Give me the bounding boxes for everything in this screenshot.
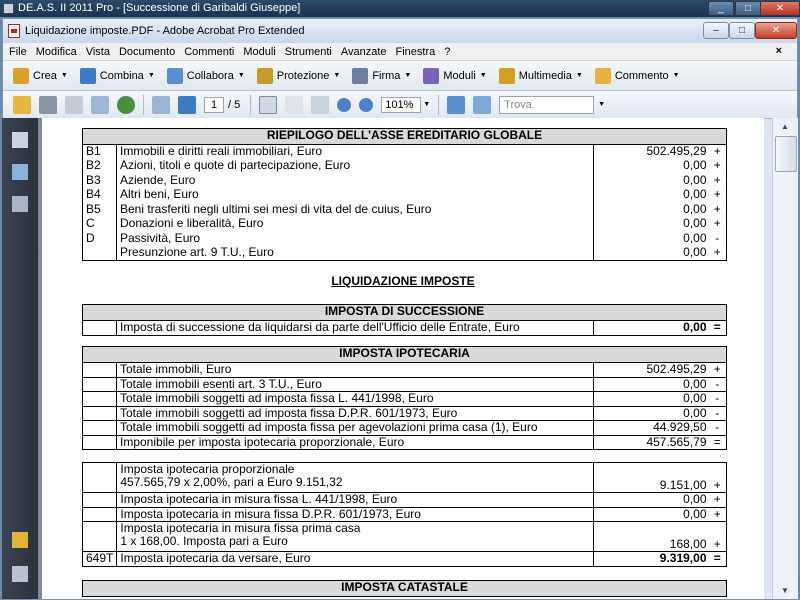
row-code: B2 (83, 159, 117, 174)
multimedia-button[interactable]: Multimedia ▼ (499, 68, 583, 84)
print-icon[interactable] (39, 96, 57, 114)
row-sign: + (709, 217, 727, 232)
row-sign: = (709, 435, 727, 450)
row-sign: - (709, 377, 727, 392)
combine-icon (80, 68, 96, 84)
row-value: 0,00 (594, 507, 709, 522)
row-code: B3 (83, 174, 117, 189)
menu-moduli[interactable]: Moduli (243, 45, 276, 58)
app-icon (3, 3, 14, 14)
row-value: 502.495,29 (594, 363, 709, 378)
row-desc: Totale immobili soggetti ad imposta fissa D.P.R. 601/1973, Euro (117, 406, 594, 421)
row-desc: Totale immobili soggetti ad imposta fissa L. 441/1998, Euro (117, 392, 594, 407)
row-sign: - (709, 232, 727, 247)
chevron-down-icon[interactable]: ▼ (423, 101, 431, 108)
firma-button[interactable]: Firma ▼ (352, 68, 411, 84)
row-value: 502.495,29 (594, 145, 709, 160)
successione-header: IMPOSTA DI SUCCESSIONE (83, 305, 727, 321)
row-sign: + (709, 507, 727, 522)
row-value: 0,00 (594, 188, 709, 203)
ipotecaria-table (82, 346, 727, 450)
next-page-icon[interactable] (178, 96, 196, 114)
row-value: 0,00 (594, 406, 709, 421)
catastale-table (82, 580, 727, 597)
menu-help[interactable]: ? (444, 45, 451, 58)
document-view (38, 118, 764, 599)
row-sign: + (709, 203, 727, 218)
row-sign: + (709, 493, 727, 508)
row-code (83, 406, 117, 421)
menu-modifica[interactable]: Modifica (35, 45, 77, 58)
row-code: B5 (83, 203, 117, 218)
chevron-down-icon: ▼ (333, 72, 341, 79)
full-screen-icon[interactable] (473, 96, 491, 114)
row-sign: - (709, 392, 727, 407)
row-code (83, 421, 117, 436)
row-desc: Imposta ipotecaria in misura fissa L. 441/1998, Euro (117, 493, 594, 508)
row-desc: Imposta ipotecaria in misura fissa D.P.R. 601/1973, Euro (117, 507, 594, 522)
row-code: D (83, 232, 117, 247)
row-value: 9.151,00 (594, 463, 709, 493)
liquidazione-title: LIQUIDAZIONE IMPOSTE (331, 274, 475, 288)
commento-button[interactable]: Commento ▼ (595, 68, 680, 84)
menu-commenti[interactable]: Commenti (184, 45, 235, 58)
row-sign: + (709, 174, 727, 189)
menu-file[interactable]: File (9, 45, 27, 58)
row-value: 0,00 (594, 203, 709, 218)
row-code (83, 522, 117, 552)
row-code (83, 463, 117, 493)
chevron-down-icon: ▼ (672, 72, 680, 79)
row-desc: Imposta ipotecaria da versare, Euro (117, 552, 594, 567)
row-desc: Donazioni e liberalità, Euro (117, 217, 594, 232)
close-button[interactable]: ✕ (755, 22, 797, 39)
hand-tool-icon[interactable] (285, 96, 303, 114)
row-code (83, 392, 117, 407)
row-code (83, 246, 117, 261)
select-cursor-icon[interactable] (259, 96, 277, 114)
riepilogo-table (82, 128, 727, 261)
chevron-down-icon: ▼ (147, 72, 155, 79)
menu-bar (3, 43, 797, 61)
zoom-tool-icon[interactable] (311, 96, 329, 114)
row-desc: Totale immobili soggetti ad imposta fissa per agevolazioni prima casa (1), Euro (117, 421, 594, 436)
maximize-button[interactable]: □ (729, 22, 755, 39)
row-code (83, 321, 117, 336)
row-code (83, 493, 117, 508)
navigation-toolbar (3, 91, 797, 119)
save-icon[interactable] (65, 96, 83, 114)
riepilogo-header: RIEPILOGO DELL'ASSE EREDITARIO GLOBALE (83, 129, 727, 145)
pdf-file-icon (8, 24, 20, 38)
scroll-up-icon[interactable]: ▲ (781, 122, 789, 131)
row-desc: Immobili e diritti reali immobiliari, Euro (117, 145, 594, 160)
chevron-down-icon: ▼ (575, 72, 583, 79)
toolbar-separator (438, 95, 439, 115)
row-desc: Imponibile per imposta ipotecaria proporzionale, Euro (117, 435, 594, 450)
page-number-input[interactable]: 1 (204, 97, 224, 113)
row-desc: Imposta ipotecaria in misura fissa prima casa (120, 521, 361, 535)
zoom-in-icon[interactable] (359, 98, 373, 112)
moduli-button[interactable]: Moduli ▼ (423, 68, 486, 84)
row-code: B4 (83, 188, 117, 203)
row-value: 0,00 (594, 392, 709, 407)
row-value: 0,00 (594, 246, 709, 261)
chevron-down-icon: ▼ (404, 72, 412, 79)
email-icon[interactable] (91, 96, 109, 114)
menu-avanzate[interactable]: Avanzate (340, 45, 387, 58)
chevron-down-icon: ▼ (237, 72, 245, 79)
row-value: 9.319,00 (594, 552, 709, 567)
forms-icon (423, 68, 439, 84)
zoom-level-input[interactable]: 101% (381, 97, 421, 113)
row-sign: - (709, 406, 727, 421)
row-code (83, 363, 117, 378)
zoom-out-icon[interactable] (337, 98, 351, 112)
menu-documento[interactable]: Documento (118, 45, 176, 58)
chevron-down-icon[interactable]: ▼ (598, 101, 606, 108)
row-sign: + (709, 145, 727, 160)
outer-maximize-button[interactable]: □ (735, 1, 761, 16)
outer-minimize-button[interactable]: _ (708, 1, 734, 16)
collabora-button[interactable]: Collabora ▼ (167, 68, 245, 84)
ipotecaria-header: IMPOSTA IPOTECARIA (83, 347, 727, 363)
row-desc: Imposta ipotecaria proporzionale (120, 462, 295, 476)
row-value: 44.929,50 (594, 421, 709, 436)
share-icon[interactable] (117, 96, 135, 114)
row-sign: = (709, 552, 727, 567)
lock-icon (257, 68, 273, 84)
minimize-button[interactable]: – (703, 22, 729, 39)
row-sign: + (709, 522, 727, 552)
row-desc: Aziende, Euro (117, 174, 594, 189)
multimedia-icon (499, 68, 515, 84)
acrobat-titlebar (3, 19, 797, 43)
chevron-down-icon: ▼ (479, 72, 487, 79)
comments-panel-icon[interactable] (12, 532, 28, 548)
row-value: 0,00 (594, 159, 709, 174)
fit-page-icon[interactable] (447, 96, 465, 114)
menu-strumenti[interactable]: Strumenti (284, 45, 332, 58)
row-value: 168,00 (594, 522, 709, 552)
row-code (83, 507, 117, 522)
row-sign: + (709, 159, 727, 174)
row-desc: Altri beni, Euro (117, 188, 594, 203)
row-value: 0,00 (594, 232, 709, 247)
row-code (83, 377, 117, 392)
navigation-panel (2, 118, 38, 599)
acrobat-window-title: Liquidazione imposte.PDF - Adobe Acrobat Pro Extended (25, 25, 305, 37)
crea-button[interactable]: Crea ▼ (13, 68, 68, 84)
row-value: 457.565,79 (594, 435, 709, 450)
scrollbar-thumb[interactable] (775, 136, 797, 172)
tasks-toolbar (3, 61, 797, 91)
row-sign: + (709, 363, 727, 378)
row-sign: + (709, 463, 727, 493)
row-sign: + (709, 188, 727, 203)
previous-page-icon[interactable] (152, 96, 170, 114)
row-desc: Imposta di successione da liquidarsi da parte dell'Ufficio delle Entrate, Euro (117, 321, 594, 336)
menu-finestra[interactable]: Finestra (395, 45, 436, 58)
row-desc-detail: 457.565,79 x 2,00%, pari a Euro 9.151,32 (120, 475, 343, 489)
find-input[interactable]: Trova (499, 96, 594, 114)
chevron-down-icon: ▼ (60, 72, 68, 79)
row-value: 0,00 (594, 377, 709, 392)
row-desc: Beni trasferiti negli ultimi sei mesi di vita del de cuius, Euro (117, 203, 594, 218)
row-value: 0,00 (594, 321, 709, 336)
outer-window-title: DE.A.S. II 2011 Pro - [Successione di Garibaldi Giuseppe] (18, 2, 301, 14)
outer-close-button[interactable]: ✕ (760, 1, 800, 16)
page-total-label: / 5 (228, 98, 241, 111)
row-code: 649T (83, 552, 117, 567)
row-desc: Totale immobili esenti art. 3 T.U., Euro (117, 377, 594, 392)
row-value: 0,00 (594, 217, 709, 232)
row-code (83, 435, 117, 450)
document-close-icon[interactable]: × (775, 45, 782, 57)
row-code: B1 (83, 145, 117, 160)
calcolo-ipotecaria-table (82, 462, 727, 567)
vertical-scrollbar[interactable] (772, 118, 798, 599)
row-value: 0,00 (594, 493, 709, 508)
row-value: 0,00 (594, 174, 709, 189)
protezione-button[interactable]: Protezione ▼ (257, 68, 341, 84)
catastale-header: IMPOSTA CATASTALE (83, 581, 727, 597)
bookmarks-icon[interactable] (12, 164, 28, 180)
signatures-icon[interactable] (12, 196, 28, 212)
attachment-icon[interactable] (12, 566, 28, 582)
row-desc: Passività, Euro (117, 232, 594, 247)
comment-icon (595, 68, 611, 84)
outer-window-titlebar (0, 0, 800, 17)
open-folder-icon[interactable] (13, 96, 31, 114)
successione-table (82, 304, 727, 336)
pdf-page (42, 118, 764, 599)
menu-vista[interactable]: Vista (85, 45, 110, 58)
toolbar-separator (250, 95, 251, 115)
row-sign: = (709, 321, 727, 336)
row-desc: Totale immobili, Euro (117, 363, 594, 378)
pages-icon[interactable] (12, 132, 28, 148)
combina-button[interactable]: Combina ▼ (80, 68, 155, 84)
row-code: C (83, 217, 117, 232)
collaborate-icon (167, 68, 183, 84)
pen-icon (352, 68, 368, 84)
toolbar-separator (143, 95, 144, 115)
row-desc-detail: 1 x 168,00. Imposta pari a Euro (120, 534, 288, 548)
row-desc: Azioni, titoli e quote di partecipazione, Euro (117, 159, 594, 174)
row-desc: Presunzione art. 9 T.U., Euro (117, 246, 594, 261)
row-sign: + (709, 246, 727, 261)
row-sign: - (709, 421, 727, 436)
create-pdf-icon (13, 68, 29, 84)
scroll-down-icon[interactable]: ▼ (781, 586, 789, 595)
